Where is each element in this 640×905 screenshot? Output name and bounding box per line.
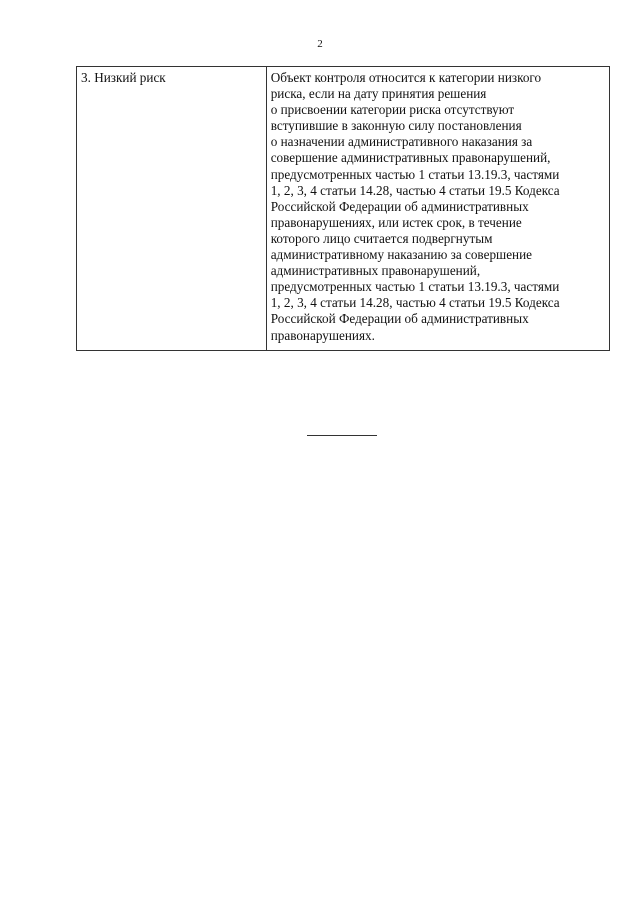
risk-description-cell	[266, 67, 609, 351]
description-line: 1, 2, 3, 4 статьи 14.28, частью 4 статьи 19.5 Кодекса	[270, 182, 560, 198]
description-line: которого лицо считается подвергнутым	[270, 230, 493, 246]
description-line: 1, 2, 3, 4 статьи 14.28, частью 4 статьи 19.5 Кодекса	[270, 295, 560, 311]
table-row	[77, 67, 610, 351]
risk-category-table	[76, 66, 610, 351]
description-line: предусмотренных частью 1 статьи 13.19.3, частями	[270, 166, 560, 182]
risk-category-cell	[77, 67, 267, 351]
description-line: правонарушениях, или истек срок, в течение	[270, 214, 522, 230]
page-number: 2	[317, 38, 323, 50]
description-line: предусмотренных частью 1 статьи 13.19.3, частями	[270, 279, 560, 295]
description-line: Объект контроля относится к категории низкого	[270, 70, 542, 85]
description-line: о присвоении категории риска отсутствуют	[270, 102, 515, 118]
risk-category-label: 3. Низкий риск	[81, 70, 166, 85]
end-of-document-divider	[307, 435, 377, 436]
description-line: административных правонарушений,	[270, 263, 481, 279]
description-line: правонарушениях.	[270, 327, 375, 343]
description-line: о назначении административного наказания за	[270, 134, 533, 150]
description-line: административному наказанию за совершение	[270, 247, 533, 263]
description-line: совершение административных правонарушений,	[270, 150, 551, 166]
description-line: Российской Федерации об административных	[270, 198, 529, 214]
description-line: вступившие в законную силу постановления	[270, 118, 522, 134]
description-line: риска, если на дату принятия решения	[270, 86, 487, 102]
description-line: Российской Федерации об административных	[270, 311, 529, 327]
